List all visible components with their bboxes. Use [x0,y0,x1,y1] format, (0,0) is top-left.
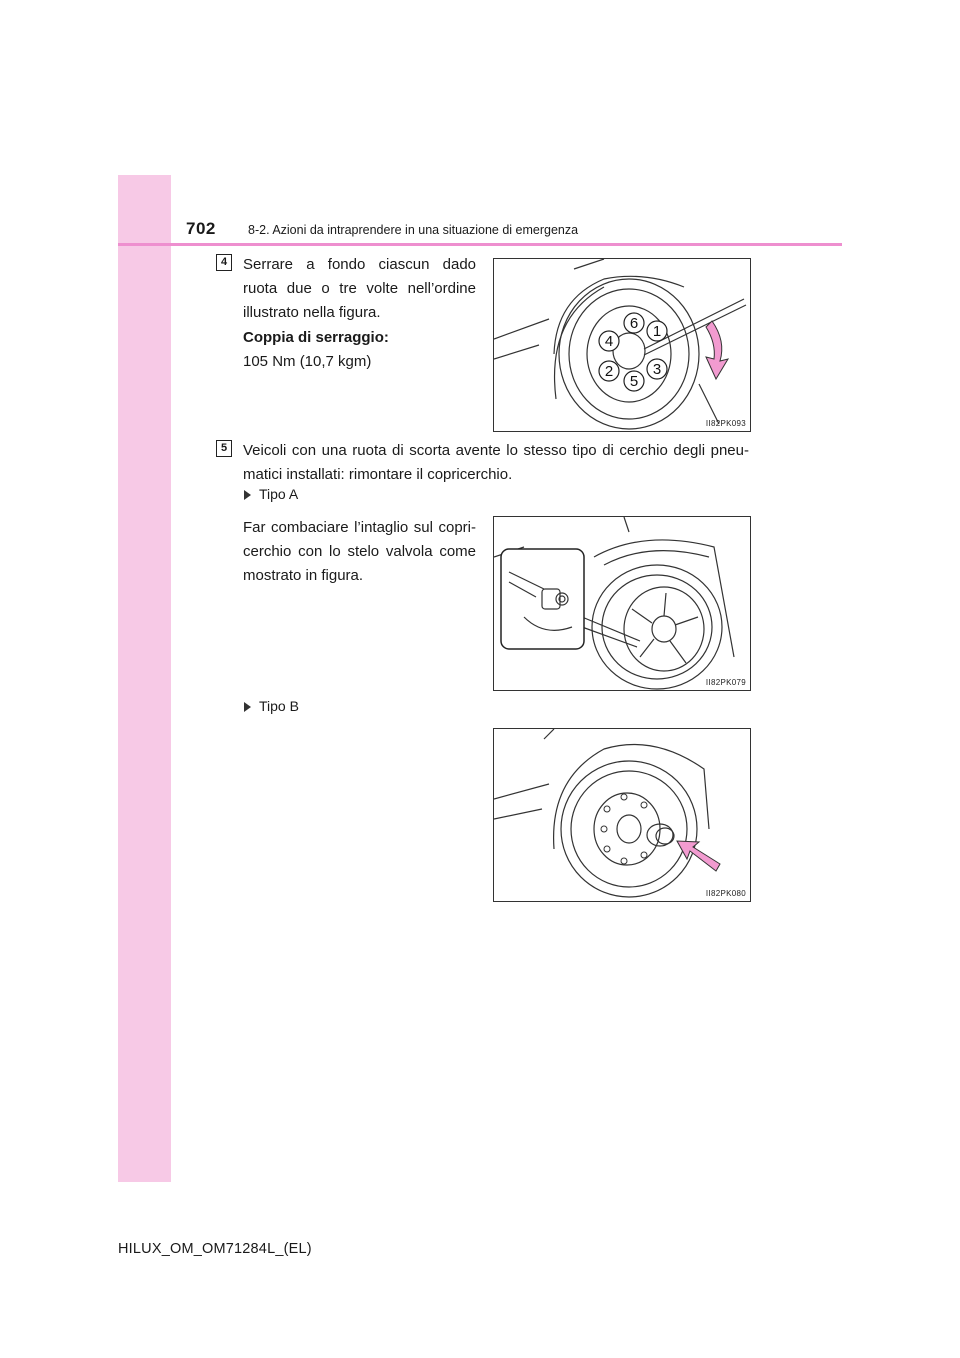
header-rule [118,243,842,246]
section-title: 8-2. Azioni da intraprendere in una situazione di emergenza [248,223,579,237]
bullet-arrow-icon [244,490,251,500]
sidebar-tab [118,175,171,1182]
figure-code: II82PK080 [705,889,746,898]
hubcap-type-b-illustration [494,729,750,901]
figure-code: II82PK093 [705,419,746,428]
nut-label-2: 2 [604,363,614,380]
nut-label-3: 3 [652,361,662,378]
type-a-bullet [244,486,298,502]
nut-label-4: 4 [604,333,614,350]
step-5-badge: 5 [216,440,232,457]
torque-value: 105 Nm (10,7 kgm) [243,353,372,370]
figure-type-a [493,516,751,691]
type-b-bullet [244,698,299,714]
step-4-text: Serrare a fondo ciascun dado ruota due o tre volte nell’ordine illustrato nella figura. [243,256,476,321]
figure-type-b [493,728,751,902]
torque-label: Coppia di serraggio: [243,329,389,346]
hubcap-type-a-illustration [494,517,750,690]
figure-lug-nut-order [493,258,751,432]
nut-label-5: 5 [629,373,639,390]
bullet-arrow-icon [244,702,251,712]
type-a-text: Far combaciare l’intaglio sul copricerchio con lo stelo valvola come mostrato in figura. [243,519,476,584]
step-4-badge: 4 [216,254,232,271]
nut-label-6: 6 [629,315,639,332]
type-b-label: Tipo B [259,698,299,714]
nut-label-1: 1 [652,323,662,340]
type-a-label: Tipo A [259,486,299,502]
step-5-text: Veicoli con una ruota di scorta avente lo stesso tipo di cerchio degli pneumatici installati: rimontare il copricerchio. [243,442,749,483]
wheel-illustration [494,259,750,431]
page-number: 702 [186,219,216,238]
figure-code: II82PK079 [705,678,746,687]
footer-doc-code: HILUX_OM_OM71284L_(EL) [118,1241,312,1257]
